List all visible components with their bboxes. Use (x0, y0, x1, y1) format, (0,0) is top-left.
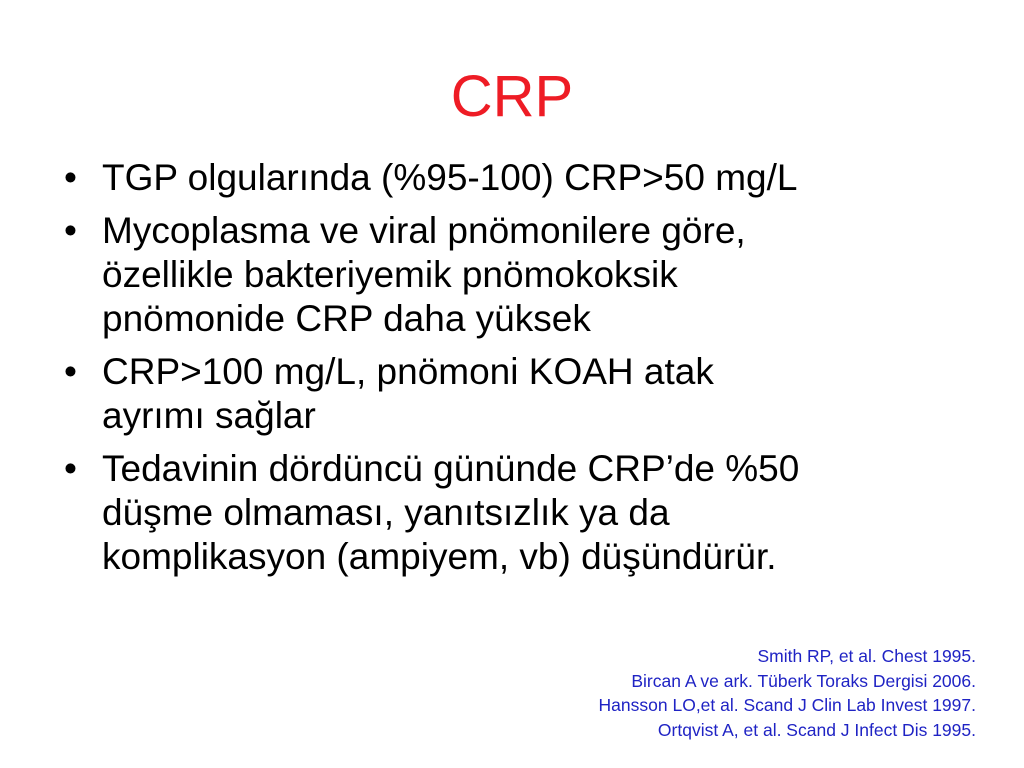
bullet-text-line: Mycoplasma ve viral pnömonilere göre, (102, 210, 746, 251)
bullet-item (60, 447, 980, 579)
bullet-list (60, 156, 980, 588)
bullet-item (60, 209, 980, 341)
bullet-text-line: özellikle bakteriyemik pnömokoksik (102, 254, 678, 295)
bullet-text-line: düşme olmaması, yanıtsızlık ya da (102, 492, 670, 533)
bullet-text-line: pnömonide CRP daha yüksek (102, 298, 591, 339)
references (599, 644, 976, 742)
bullet-text-line: Tedavinin dördüncü gününde CRP’de %50 (102, 448, 800, 489)
reference-citation: Bircan A ve ark. Tüberk Toraks Dergisi 2006. (631, 670, 976, 691)
bullet-item (60, 350, 980, 438)
bullet-marker: • (64, 210, 77, 251)
bullet-marker: • (64, 351, 77, 392)
bullet-text-line: komplikasyon (ampiyem, vb) düşündürür. (102, 536, 777, 577)
bullet-marker: • (64, 157, 77, 198)
bullet-text-line: TGP olgularında (%95-100) CRP>50 mg/L (102, 157, 798, 198)
bullet-item (60, 156, 980, 200)
bullet-text-line: CRP>100 mg/L, pnömoni KOAH atak (102, 351, 714, 392)
reference-citation: Smith RP, et al. Chest 1995. (757, 646, 976, 666)
bullet-text-line: ayrımı sağlar (102, 395, 316, 436)
slide-title: CRP (450, 64, 574, 129)
reference-citation: Ortqvist A, et al. Scand J Infect Dis 1995. (657, 719, 976, 740)
bullet-marker: • (64, 448, 77, 489)
reference-citation: Hansson LO,et al. Scand J Clin Lab Invest 1997. (598, 695, 976, 715)
